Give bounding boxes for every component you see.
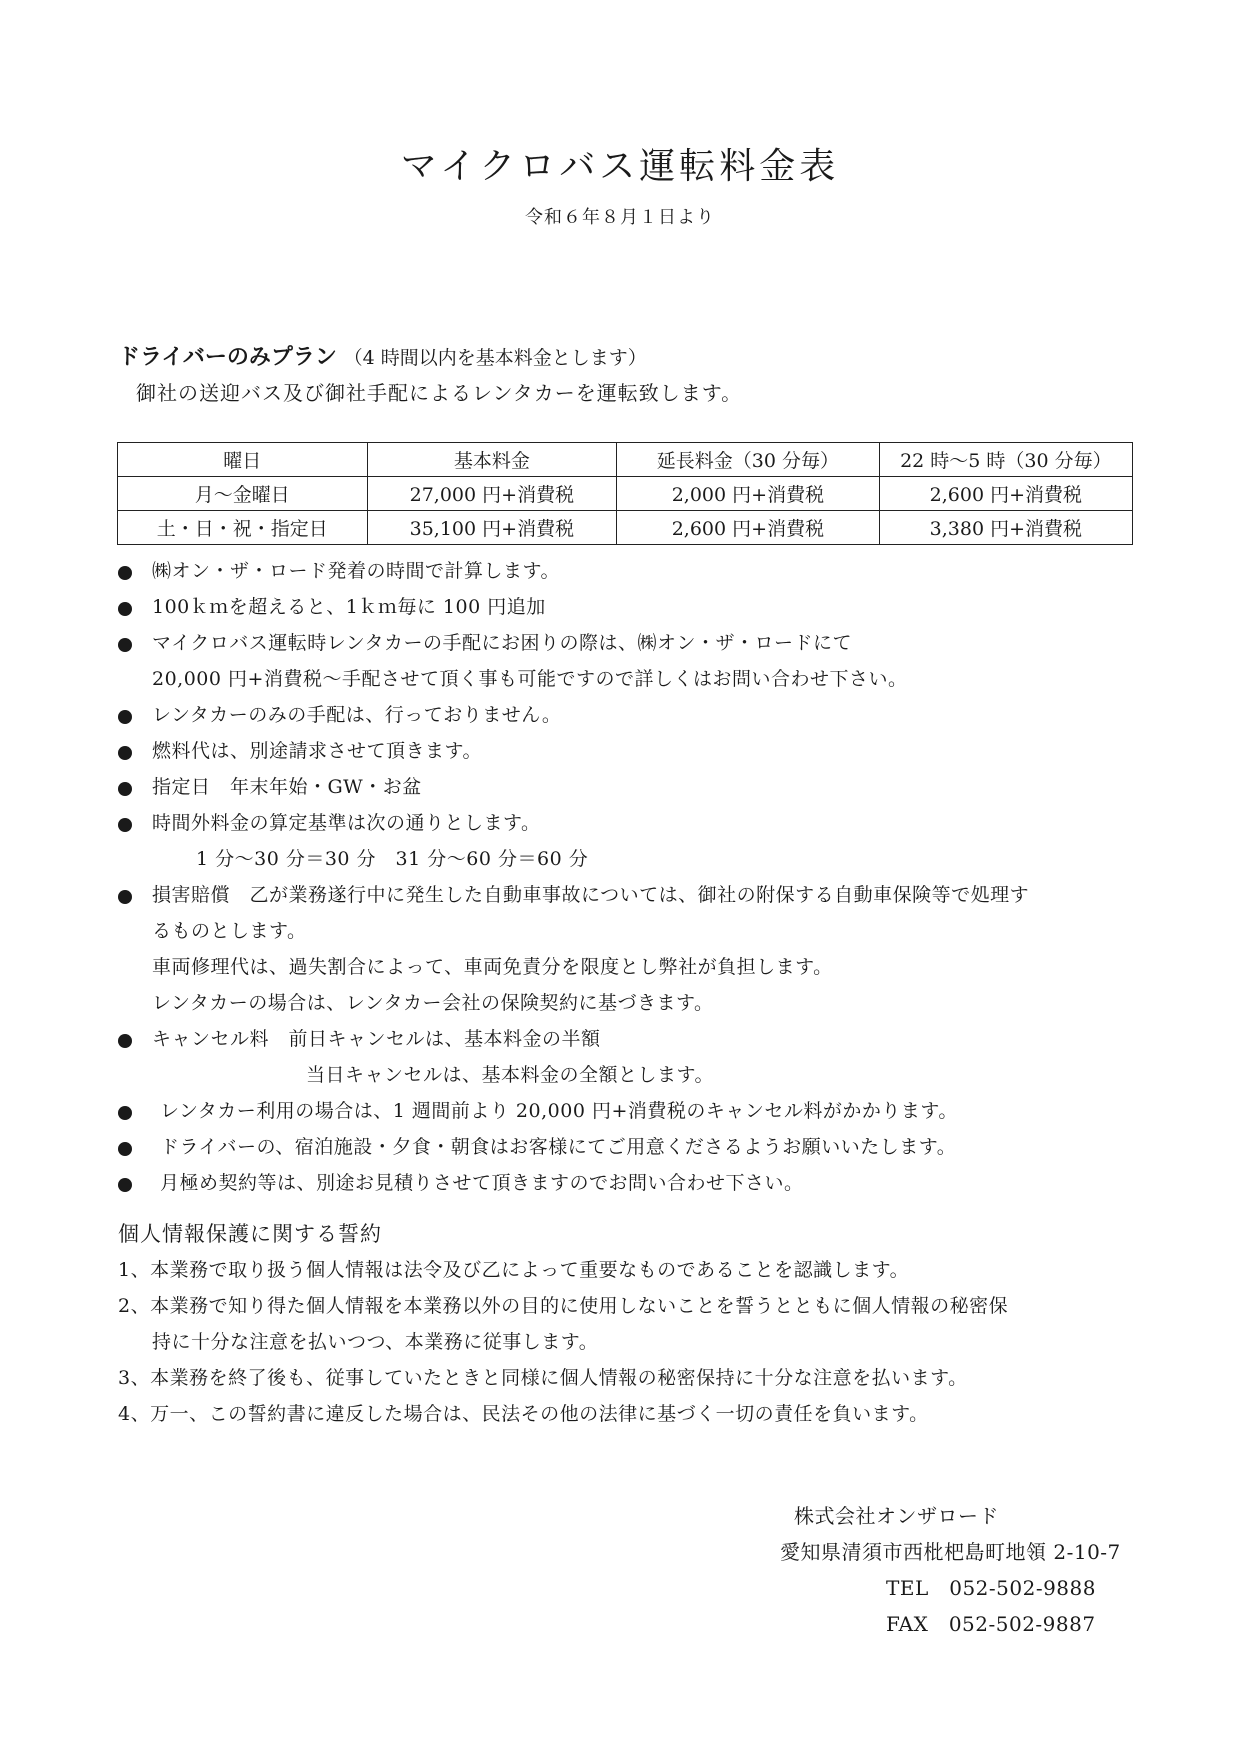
bullet-icon xyxy=(118,1142,132,1156)
table-header-cell: 基本料金 xyxy=(367,443,617,477)
effective-date: 令和６年８月１日より xyxy=(525,207,715,228)
bullet-icon xyxy=(118,746,132,760)
note-item: レンタカー利用の場合は、1 週間前より 20,000 円+消費税のキャンセル料がかかります。 xyxy=(160,1100,958,1122)
table-cell: 2,600 円+消費税 xyxy=(617,511,880,545)
privacy-item: 4、万一、この誓約書に違反した場合は、民法その他の法律に基づく一切の責任を負います。 xyxy=(118,1403,929,1425)
table-cell: 月～金曜日 xyxy=(118,477,368,511)
table-cell: 27,000 円+消費税 xyxy=(367,477,617,511)
table-row xyxy=(118,511,1133,545)
table-cell: 土・日・祝・指定日 xyxy=(118,511,368,545)
plan-heading xyxy=(118,340,647,371)
page-title: マイクロバス運転料金表 xyxy=(400,146,840,187)
table-row xyxy=(118,477,1133,511)
note-item: 燃料代は、別途請求させて頂きます。 xyxy=(152,740,482,762)
plan-note: （4 時間以内を基本料金とします） xyxy=(343,347,647,369)
note-item: 月極め契約等は、別途お見積りさせて頂きますのでお問い合わせ下さい。 xyxy=(160,1172,804,1194)
table-cell: 35,100 円+消費税 xyxy=(367,511,617,545)
table-cell: 2,000 円+消費税 xyxy=(617,477,880,511)
bullet-icon xyxy=(118,710,132,724)
bullet-icon xyxy=(118,1034,132,1048)
bullet-icon xyxy=(118,566,132,580)
note-item-continued: 20,000 円+消費税～手配させて頂く事も可能ですので詳しくはお問い合わせ下さい。 xyxy=(152,668,908,690)
price-table xyxy=(117,442,1133,545)
bullet-icon xyxy=(118,818,132,832)
note-item: ドライバーの、宿泊施設・夕食・朝食はお客様にてご用意くださるようお願いいたします。 xyxy=(160,1136,957,1158)
note-item: 指定日 年末年始・GW・お盆 xyxy=(152,776,422,798)
bullet-icon xyxy=(118,890,132,904)
privacy-item: 3、本業務を終了後も、従事していたときと同様に個人情報の秘密保持に十分な注意を払います。 xyxy=(118,1367,968,1389)
table-cell: 2,600 円+消費税 xyxy=(879,477,1132,511)
privacy-item-continued: 持に十分な注意を払いつつ、本業務に従事します。 xyxy=(152,1331,599,1353)
note-item: 100ｋｍを超えると、1ｋｍ毎に 100 円追加 xyxy=(152,596,546,618)
company-address: 愛知県清須市西枇杷島町地領 2-10-7 xyxy=(780,1540,1121,1564)
company-fax: FAX 052-502-9887 xyxy=(886,1612,1096,1636)
note-item: 時間外料金の算定基準は次の通りとします。 xyxy=(152,812,541,834)
privacy-heading: 個人情報保護に関する誓約 xyxy=(118,1222,382,1246)
note-item: レンタカーのみの手配は、行っておりません。 xyxy=(152,704,562,726)
table-header-cell: 曜日 xyxy=(118,443,368,477)
table-header-cell: 22 時～5 時（30 分毎） xyxy=(879,443,1132,477)
privacy-item: 2、本業務で知り得た個人情報を本業務以外の目的に使用しないことを誓うとともに個人情報の秘密保 xyxy=(118,1295,1009,1317)
note-item-continued: るものとします。 xyxy=(152,920,307,942)
plan-description: 御社の送迎バス及び御社手配によるレンタカーを運転致します。 xyxy=(136,381,743,405)
note-item: マイクロバス運転時レンタカーの手配にお困りの際は、㈱オン・ザ・ロードにて xyxy=(152,632,853,654)
bullet-icon xyxy=(118,1178,132,1192)
plan-name: ドライバーのみプラン xyxy=(118,345,337,370)
note-item-continued: 当日キャンセルは、基本料金の全額とします。 xyxy=(306,1064,714,1086)
note-item-continued: 1 分～30 分＝30 分 31 分～60 分＝60 分 xyxy=(196,848,589,870)
note-item-continued: 車両修理代は、過失割合によって、車両免責分を限度とし弊社が負担します。 xyxy=(152,956,833,978)
table-cell: 3,380 円+消費税 xyxy=(879,511,1132,545)
table-header-row xyxy=(118,443,1133,477)
note-item: 損害賠償 乙が業務遂行中に発生した自動車事故については、御社の附保する自動車保険等で処理す xyxy=(152,884,1030,906)
note-item-continued: レンタカーの場合は、レンタカー会社の保険契約に基づきます。 xyxy=(152,992,714,1014)
company-name: 株式会社オンザロード xyxy=(794,1504,999,1528)
bullet-icon xyxy=(118,638,132,652)
privacy-item: 1、本業務で取り扱う個人情報は法令及び乙によって重要なものであることを認識します。 xyxy=(118,1259,910,1281)
company-tel: TEL 052-502-9888 xyxy=(886,1576,1096,1600)
bullet-icon xyxy=(118,782,132,796)
note-item: キャンセル料 前日キャンセルは、基本料金の半額 xyxy=(152,1028,601,1050)
note-item: ㈱オン・ザ・ロード発着の時間で計算します。 xyxy=(152,560,560,582)
bullet-icon xyxy=(118,602,132,616)
bullet-icon xyxy=(118,1106,132,1120)
table-header-cell: 延長料金（30 分毎） xyxy=(617,443,880,477)
